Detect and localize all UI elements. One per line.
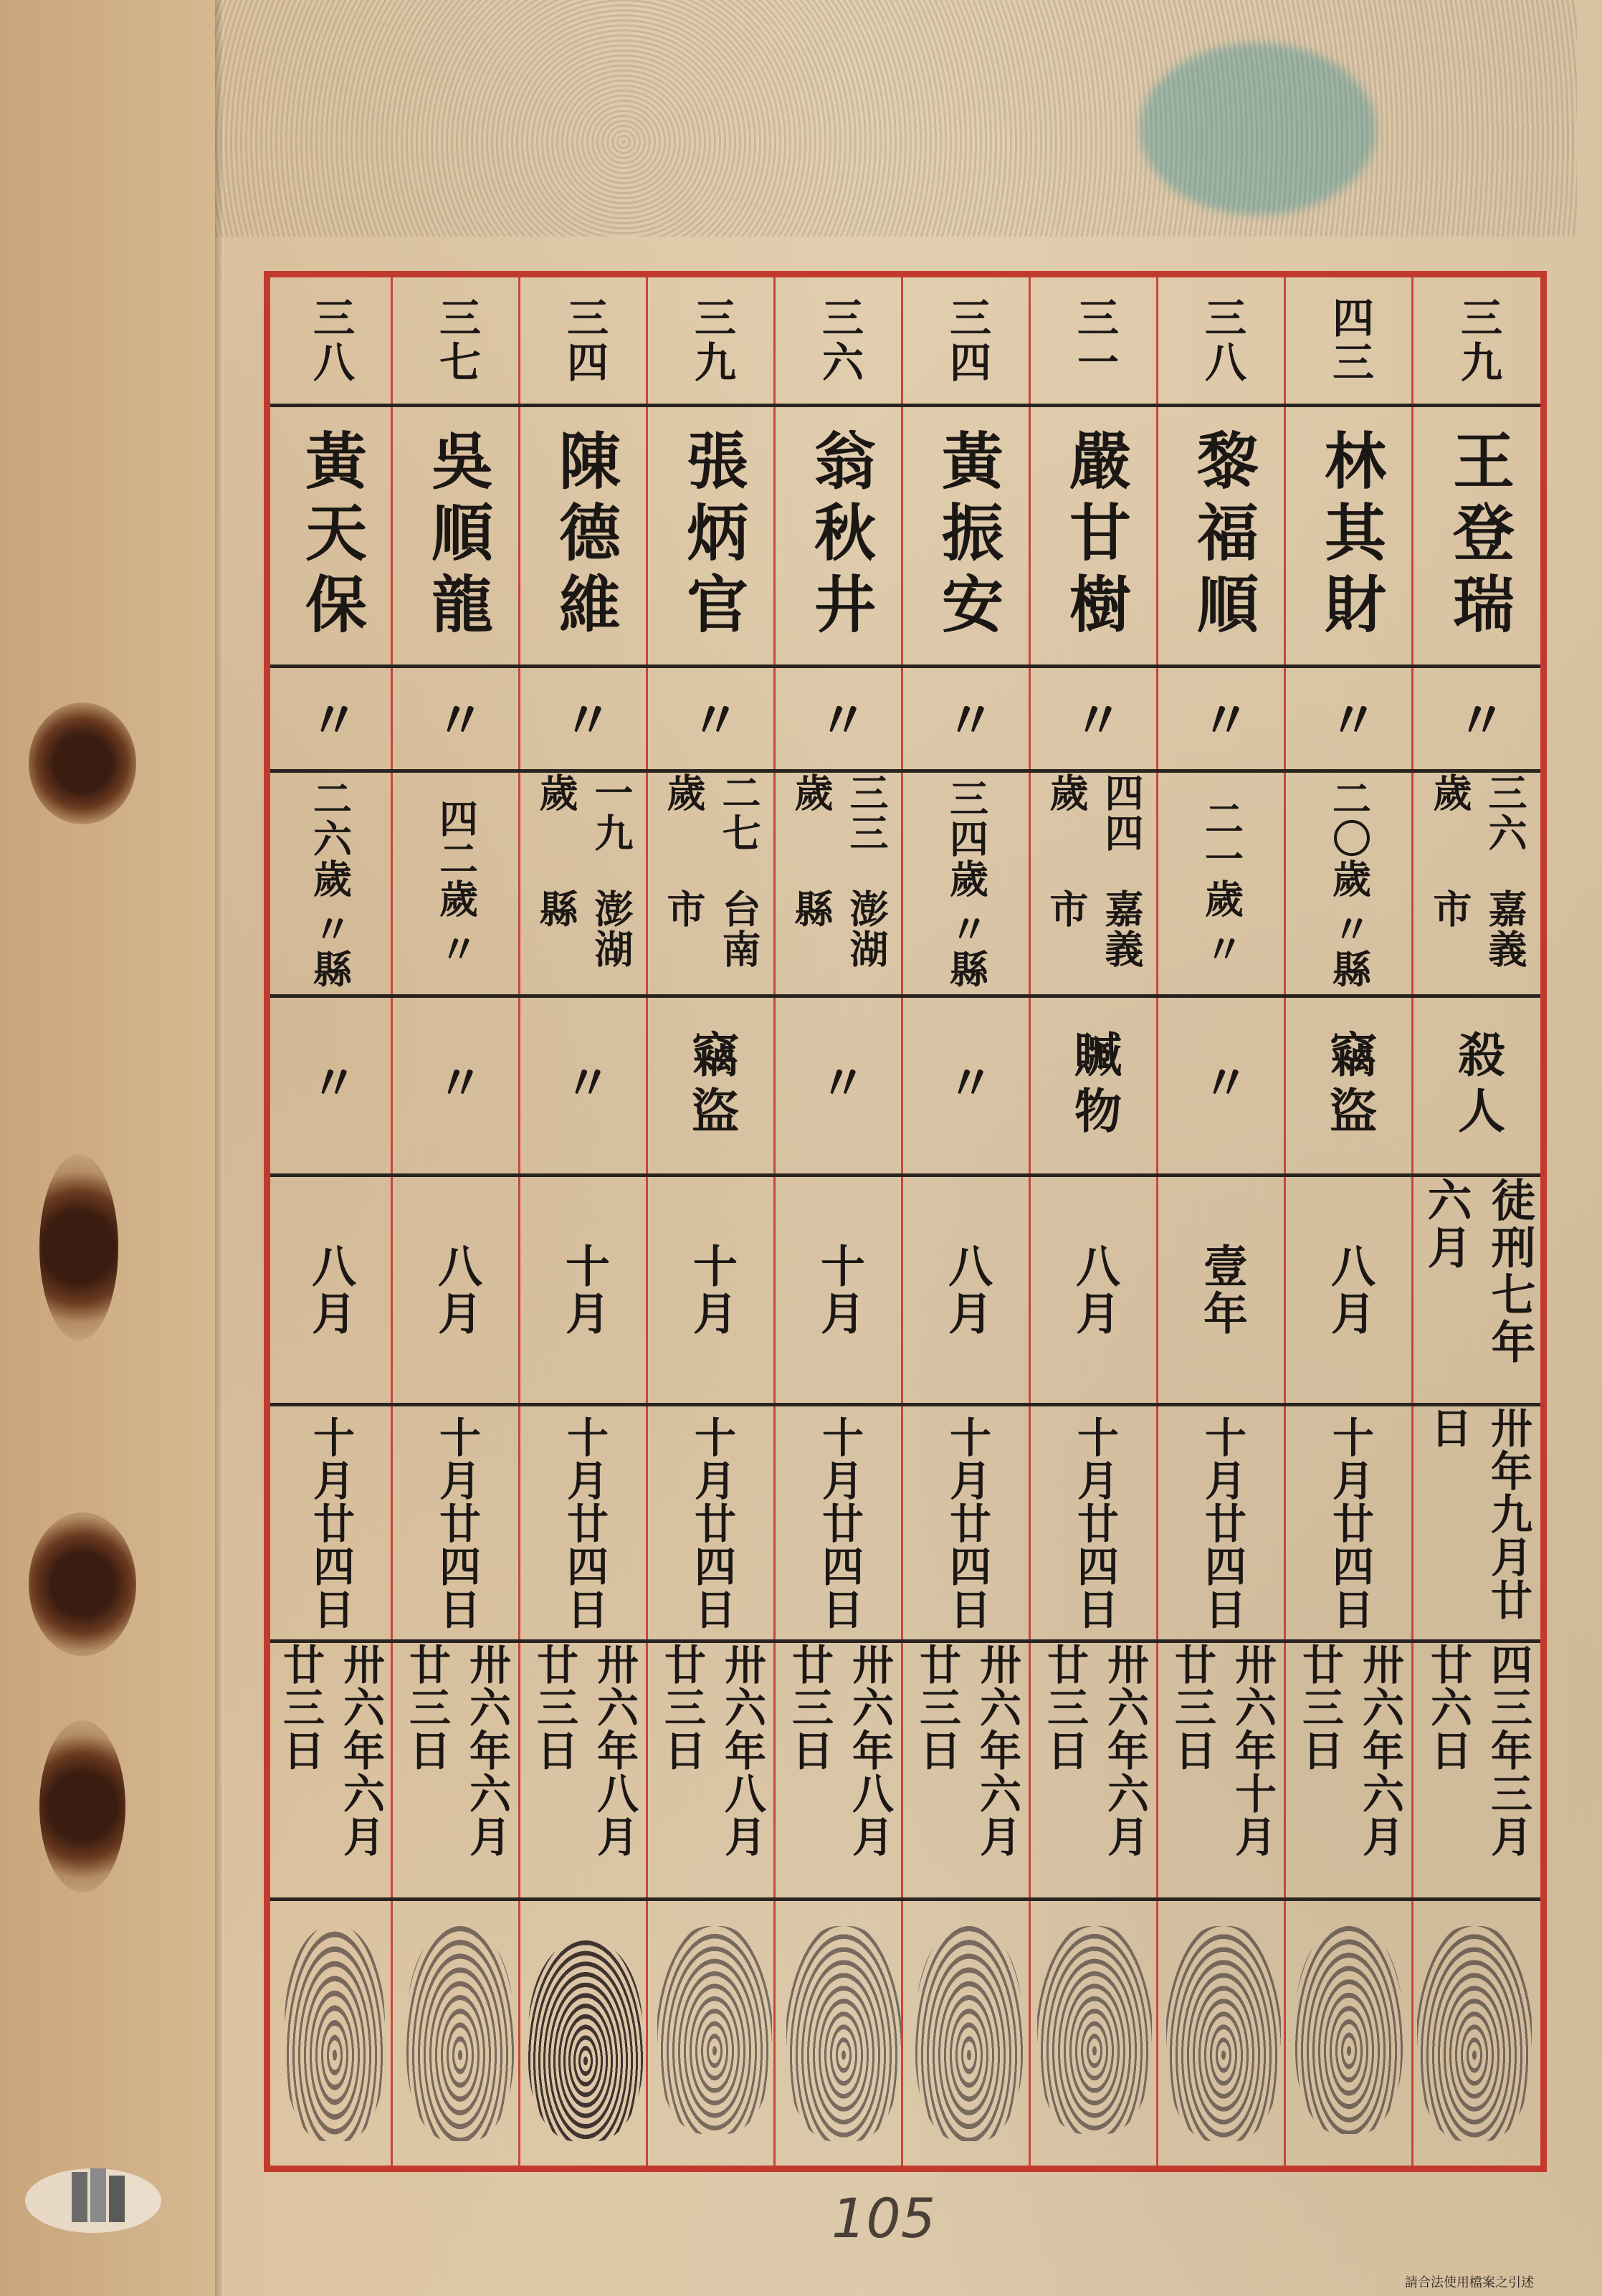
- page-number: 105: [831, 2186, 936, 2250]
- inmate-age-origin: 二七歲 台南市: [661, 773, 762, 969]
- inmate-number: 三四: [560, 296, 609, 385]
- inmate-name: 黃天保: [295, 428, 367, 644]
- inmate-term: 八月: [940, 1242, 993, 1338]
- inmate-number: 三九: [687, 296, 736, 385]
- start-date: 十月廿四日: [306, 1415, 355, 1631]
- inmate-sex: 〃: [809, 693, 869, 744]
- inmate-age-origin: 二六歲 〃縣: [307, 778, 353, 989]
- inmate-sex: 〃: [554, 693, 614, 744]
- inmate-number: 三七: [432, 296, 481, 385]
- inmate-term: 八月: [1323, 1242, 1376, 1338]
- inmate-age-origin: 一九歲 澎湖縣: [533, 773, 634, 969]
- start-date: 十月廿四日: [1070, 1415, 1119, 1631]
- inmate-term: 八月: [430, 1242, 483, 1338]
- fingerprint: [786, 1926, 901, 2141]
- inmate-age-origin: 四二歲 〃: [433, 798, 480, 969]
- inmate-name: 翁秋井: [804, 428, 876, 644]
- start-date: 十月廿四日: [943, 1415, 991, 1631]
- fingerprint: [406, 1926, 514, 2141]
- inmate-name: 嚴甘樹: [1059, 428, 1131, 644]
- inmate-sex: 〃: [300, 693, 361, 744]
- inmate-number: 三一: [1070, 296, 1119, 385]
- inmate-number: 三八: [306, 296, 355, 385]
- release-date: 四三年三月廿六日: [1424, 1643, 1532, 1858]
- inmate-crime: 〃: [428, 1057, 485, 1114]
- release-date: 卅六年六月廿三日: [1295, 1643, 1404, 1858]
- start-date: 十月廿四日: [815, 1415, 864, 1631]
- inmate-name: 張炳官: [676, 428, 748, 644]
- release-date: 卅六年六月廿三日: [912, 1643, 1021, 1858]
- inmate-term: 十月: [558, 1242, 611, 1338]
- inmate-sex: 〃: [426, 693, 487, 744]
- fingerprint: [1295, 1926, 1403, 2134]
- release-date: 卅六年六月廿三日: [402, 1643, 511, 1858]
- inmate-age-origin: 三四歲 〃縣: [943, 778, 990, 989]
- start-date: 卅年九月廿日: [1424, 1406, 1532, 1621]
- inmate-number: 三六: [815, 296, 864, 385]
- inmate-sex: 〃: [1064, 693, 1125, 744]
- release-date: 卅六年八月廿三日: [657, 1643, 766, 1858]
- inmate-term: 八月: [304, 1242, 357, 1338]
- inmate-sex: 〃: [1192, 693, 1252, 744]
- inmate-term: 徒刑七年六月: [1420, 1177, 1536, 1366]
- inmate-age-origin: 四四歲 嘉義市: [1044, 773, 1145, 969]
- inmate-crime: 〃: [938, 1057, 995, 1114]
- fingerprint: [285, 1926, 385, 2141]
- release-date: 卅六年六月廿三日: [1040, 1643, 1149, 1858]
- inmate-crime: 殺人: [1449, 1029, 1506, 1142]
- fingerprint: [1166, 1926, 1281, 2141]
- inmate-age-origin: 二一歲 〃: [1198, 798, 1245, 969]
- inmate-term: 十月: [685, 1242, 738, 1338]
- release-date: 卅六年八月廿三日: [785, 1643, 894, 1858]
- inmate-name: 吳順龍: [421, 428, 493, 644]
- archive-logo-icon: [22, 2150, 165, 2237]
- binding-hole: [29, 702, 136, 824]
- inmate-crime: 〃: [556, 1057, 612, 1114]
- inmate-crime: 〃: [811, 1057, 867, 1114]
- start-date: 十月廿四日: [560, 1415, 609, 1631]
- inmate-sex: 〃: [937, 693, 997, 744]
- inmate-crime: 〃: [1193, 1057, 1250, 1114]
- inmate-crime: 贓物: [1066, 1029, 1122, 1142]
- footer-notice: 請合法使用檔案之引述: [1405, 2275, 1534, 2290]
- inmate-crime: 竊盜: [1321, 1029, 1378, 1142]
- inmate-name: 黎福順: [1186, 428, 1259, 644]
- inmate-name: 黃振安: [931, 428, 1003, 644]
- inmate-number: 三八: [1198, 296, 1246, 385]
- inmate-sex: 〃: [1320, 693, 1380, 744]
- inmate-age-origin: 三三歲 澎湖縣: [788, 773, 890, 969]
- start-date: 十月廿四日: [1198, 1415, 1246, 1631]
- inmate-term: 壹年: [1196, 1242, 1249, 1338]
- fingerprint: [1037, 1926, 1152, 2134]
- inmate-number: 三四: [943, 296, 991, 385]
- fingerprint: [528, 1940, 643, 2141]
- binding-hole: [39, 1154, 118, 1340]
- inmate-sex: 〃: [682, 693, 742, 744]
- inmate-term: 八月: [1068, 1242, 1121, 1338]
- inmate-term: 十月: [813, 1242, 866, 1338]
- binding-hole: [29, 1513, 136, 1656]
- prisoner-register-table: [264, 271, 1547, 2172]
- release-date: 卅六年十月廿三日: [1168, 1643, 1277, 1858]
- inmate-crime: 竊盜: [683, 1029, 740, 1142]
- blue-ink-smudge: [1140, 43, 1376, 215]
- start-date: 十月廿四日: [432, 1415, 481, 1631]
- page-fold: [215, 0, 224, 2296]
- inmate-name: 王登瑞: [1442, 428, 1515, 644]
- inmate-name: 林其財: [1314, 428, 1386, 644]
- inmate-crime: 〃: [302, 1057, 358, 1114]
- binding-hole: [39, 1720, 125, 1892]
- start-date: 十月廿四日: [1325, 1415, 1374, 1631]
- release-date: 卅六年六月廿三日: [276, 1643, 385, 1858]
- fingerprint: [915, 1926, 1023, 2141]
- fingerprint: [657, 1926, 772, 2134]
- inmate-age-origin: 二〇歲 〃縣: [1326, 778, 1373, 989]
- inmate-name: 陳德維: [548, 428, 621, 644]
- inmate-age-origin: 三六歲 嘉義市: [1427, 773, 1528, 969]
- release-date: 卅六年八月廿三日: [530, 1643, 639, 1858]
- inmate-sex: 〃: [1448, 693, 1508, 744]
- fingerprint: [1417, 1926, 1532, 2141]
- inmate-number: 三九: [1454, 296, 1502, 385]
- binding-margin: [0, 0, 222, 2296]
- inmate-number: 四三: [1325, 296, 1374, 385]
- start-date: 十月廿四日: [687, 1415, 736, 1631]
